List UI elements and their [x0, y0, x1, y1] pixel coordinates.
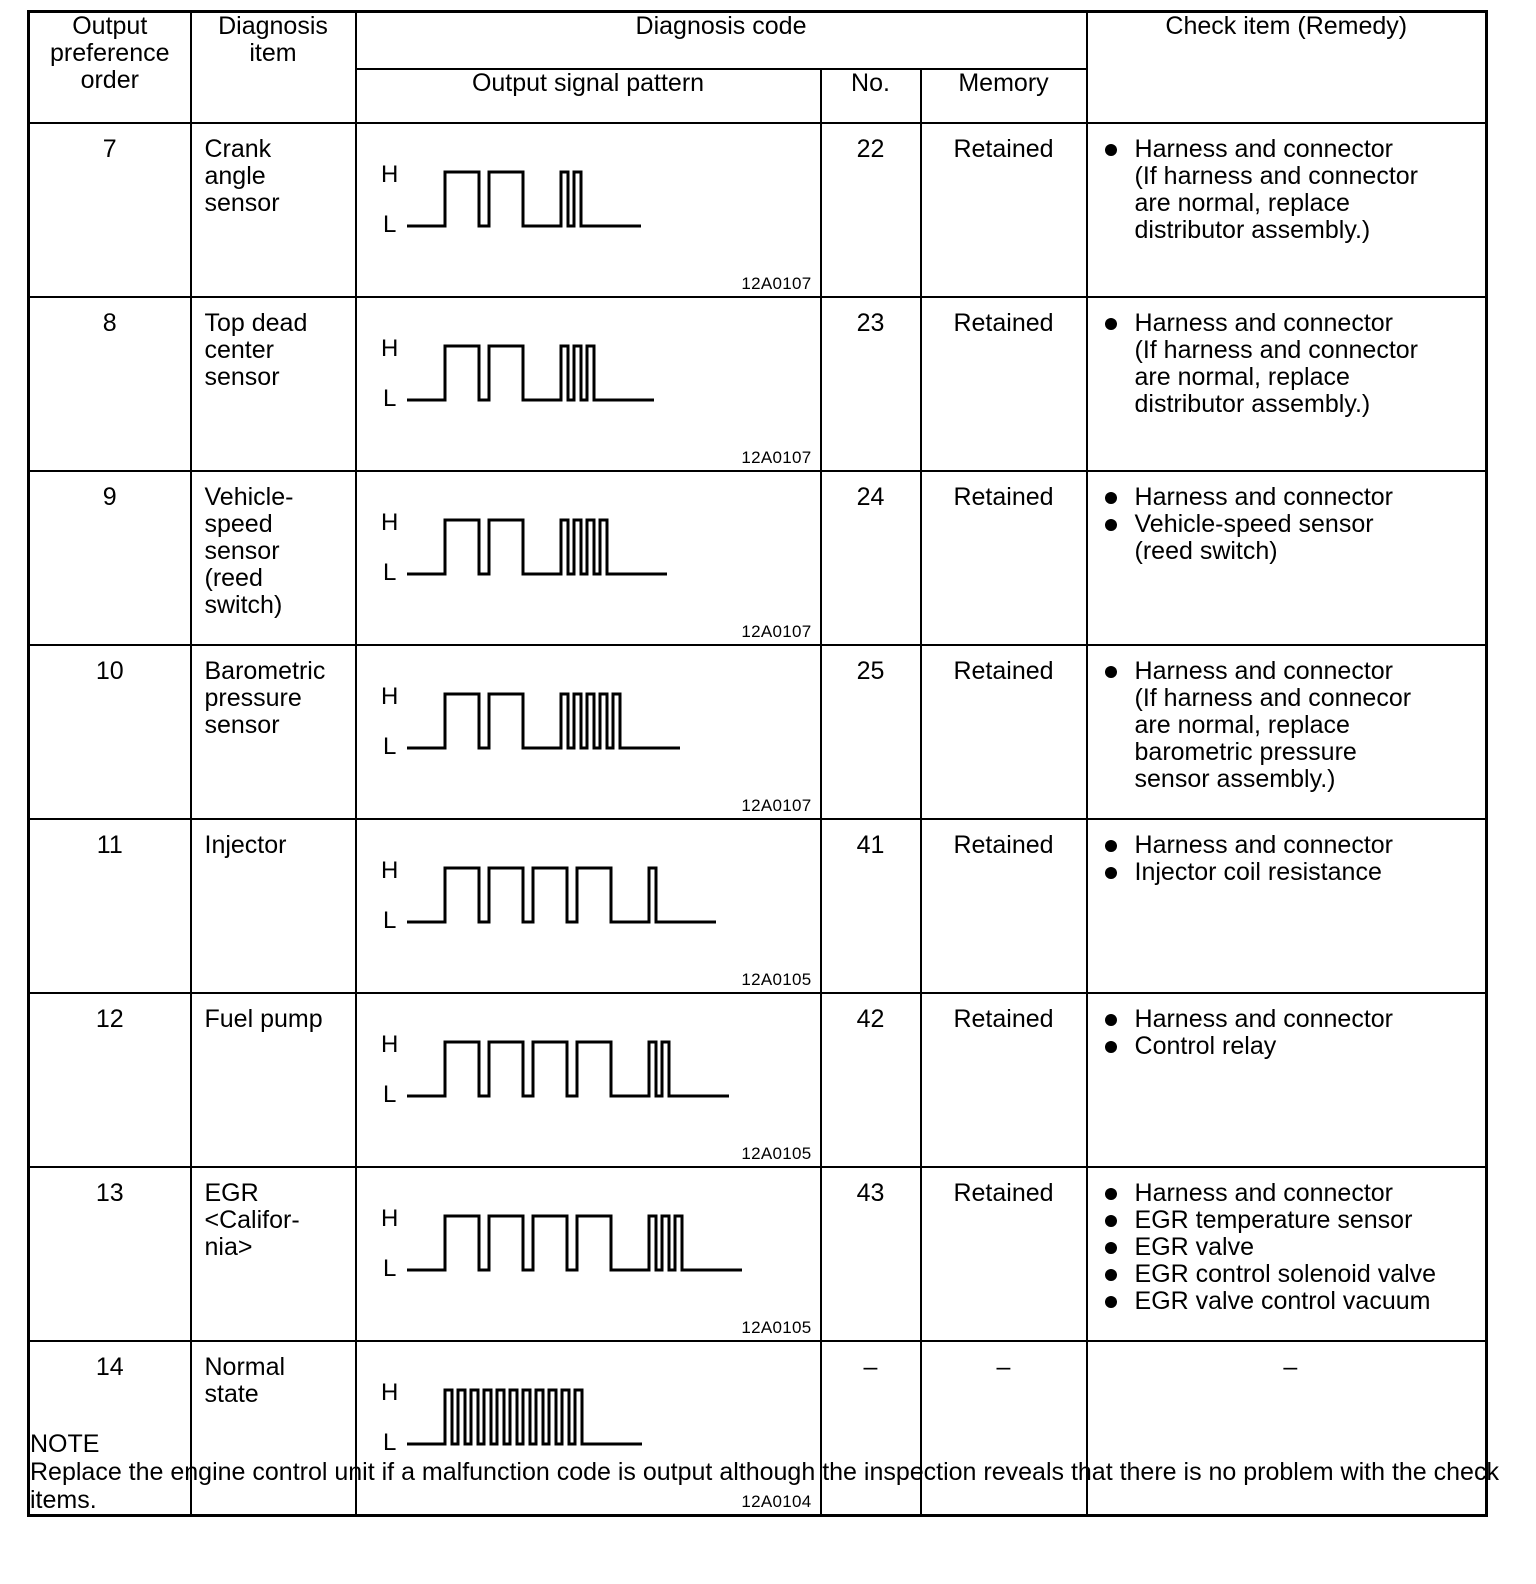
diagnosis-item-line: <Califor- — [204, 1206, 300, 1234]
check-item-line: are normal, replace — [1134, 711, 1350, 739]
check-item-line: – — [1283, 1353, 1298, 1381]
diagnosis-item-line: Injector — [204, 831, 287, 859]
figure-code: 12A0107 — [741, 796, 812, 815]
diagnosis-item-line: center — [204, 336, 274, 364]
figure-code: 12A0105 — [741, 1144, 812, 1163]
check-item-line: are normal, replace — [1134, 363, 1350, 391]
header-diagnosis-item: Diagnosis item — [191, 12, 356, 124]
signal-waveform-figure — [379, 326, 789, 416]
table-row — [29, 1167, 1487, 1341]
cell-output-signal-pattern — [356, 123, 821, 297]
signal-high-label: H — [380, 1205, 398, 1232]
check-item — [1102, 1354, 1480, 1381]
table-row — [29, 471, 1487, 645]
signal-low-label: L — [382, 211, 396, 238]
check-item-list — [1102, 1006, 1480, 1060]
cell-order: 14 — [29, 1341, 191, 1516]
table-body — [29, 123, 1487, 1516]
diagnosis-item-line: (reed — [204, 564, 263, 592]
signal-low-label: L — [382, 1081, 396, 1108]
cell-diagnosis-item — [191, 123, 356, 297]
check-item-list — [1102, 136, 1480, 244]
diagnosis-item-line: sensor — [204, 363, 280, 391]
check-item — [1102, 832, 1480, 859]
signal-waveform-figure — [379, 1022, 789, 1112]
diagnosis-item-line: state — [204, 1380, 259, 1408]
cell-check-item — [1087, 645, 1487, 819]
diagnosis-item-line: Fuel pump — [204, 1005, 323, 1033]
signal-high-label: H — [380, 857, 398, 884]
check-item-list — [1102, 1180, 1480, 1315]
cell-memory: Retained — [921, 645, 1087, 819]
signal-low-label: L — [382, 1429, 396, 1456]
signal-waveform-figure — [379, 674, 789, 764]
cell-diagnosis-item — [191, 645, 356, 819]
check-item-line: Control relay — [1134, 1032, 1277, 1060]
diagnosis-item-line: sensor — [204, 711, 280, 739]
check-item-line: EGR temperature sensor — [1134, 1206, 1413, 1234]
cell-code-number: 24 — [821, 471, 921, 645]
check-item-line: distributor assembly.) — [1134, 390, 1371, 418]
check-item — [1102, 310, 1480, 418]
signal-waveform-figure — [379, 848, 789, 938]
check-item — [1102, 1033, 1480, 1060]
cell-output-signal-pattern — [356, 297, 821, 471]
check-item — [1102, 136, 1480, 244]
figure-code: 12A0107 — [741, 274, 812, 293]
figure-code: 12A0107 — [741, 622, 812, 641]
check-item-list — [1102, 832, 1480, 886]
header-diagnosis-code: Diagnosis code — [356, 12, 1087, 70]
diagnosis-item-line: nia> — [204, 1233, 253, 1261]
cell-order: 10 — [29, 645, 191, 819]
table-row — [29, 123, 1487, 297]
cell-memory: Retained — [921, 471, 1087, 645]
check-item-list — [1102, 1354, 1480, 1381]
cell-output-signal-pattern — [356, 819, 821, 993]
check-item — [1102, 1006, 1480, 1033]
check-item-list — [1102, 310, 1480, 418]
figure-code: 12A0107 — [741, 448, 812, 467]
check-item — [1102, 1261, 1480, 1288]
cell-memory: Retained — [921, 297, 1087, 471]
cell-code-number: 23 — [821, 297, 921, 471]
check-item-line: EGR control solenoid valve — [1134, 1260, 1437, 1288]
signal-high-label: H — [380, 335, 398, 362]
check-item — [1102, 1288, 1480, 1315]
check-item-line: barometric pressure — [1134, 738, 1357, 766]
diagnosis-item-line: Vehicle- — [204, 483, 294, 511]
cell-check-item — [1087, 123, 1487, 297]
signal-low-label: L — [382, 1255, 396, 1282]
note-title: NOTE — [30, 1430, 100, 1458]
check-item — [1102, 1207, 1480, 1234]
cell-code-number: 22 — [821, 123, 921, 297]
cell-output-signal-pattern — [356, 471, 821, 645]
cell-diagnosis-item — [191, 993, 356, 1167]
cell-output-signal-pattern — [356, 645, 821, 819]
diagnosis-item-line: Normal — [204, 1353, 286, 1381]
signal-waveform-line — [407, 520, 667, 574]
table-row — [29, 819, 1487, 993]
cell-order: 11 — [29, 819, 191, 993]
signal-high-label: H — [380, 1379, 398, 1406]
check-item-line: Harness and connector — [1134, 483, 1393, 511]
signal-waveform-figure — [379, 500, 789, 590]
signal-waveform-line — [407, 346, 654, 400]
check-item — [1102, 484, 1480, 511]
check-item — [1102, 658, 1480, 793]
signal-low-label: L — [382, 907, 396, 934]
check-item-line: Harness and connector — [1134, 1179, 1393, 1207]
check-item — [1102, 859, 1480, 886]
header-no: No. — [821, 69, 921, 123]
diagnosis-code-table — [27, 10, 1488, 1517]
check-item-line: Harness and connector — [1134, 1005, 1393, 1033]
check-item-line: (reed switch) — [1134, 537, 1278, 565]
header-check-item: Check item (Remedy) — [1087, 12, 1487, 124]
header-memory: Memory — [921, 69, 1087, 123]
cell-order: 8 — [29, 297, 191, 471]
diagnosis-item-line: pressure — [204, 684, 302, 712]
check-item-line: EGR valve control vacuum — [1134, 1287, 1431, 1315]
cell-code-number: 25 — [821, 645, 921, 819]
signal-waveform-figure — [379, 152, 789, 242]
check-item-line: Vehicle-speed sensor — [1134, 510, 1374, 538]
cell-output-signal-pattern — [356, 993, 821, 1167]
check-item-line: EGR valve — [1134, 1233, 1254, 1261]
check-item-line: Harness and connector — [1134, 309, 1393, 337]
signal-waveform-line — [407, 172, 641, 226]
diagnosis-item-line: switch) — [204, 591, 283, 619]
cell-check-item — [1087, 1167, 1487, 1341]
diagnosis-item-line: EGR — [204, 1179, 259, 1207]
check-item-list — [1102, 484, 1480, 565]
figure-code: 12A0105 — [741, 1318, 812, 1337]
cell-memory: Retained — [921, 819, 1087, 993]
signal-high-label: H — [380, 509, 398, 536]
diagnosis-item-line: angle — [204, 162, 266, 190]
check-item-line: are normal, replace — [1134, 189, 1350, 217]
signal-high-label: H — [380, 683, 398, 710]
table-row — [29, 297, 1487, 471]
check-item-line: (If harness and connector — [1134, 336, 1419, 364]
signal-waveform-line — [407, 1042, 729, 1096]
signal-waveform-line — [407, 1216, 742, 1270]
cell-check-item — [1087, 471, 1487, 645]
diagnosis-item-line: Barometric — [204, 657, 326, 685]
figure-code: 12A0105 — [741, 970, 812, 989]
header-output-signal-pattern: Output signal pattern — [356, 69, 821, 123]
cell-code-number: 43 — [821, 1167, 921, 1341]
check-item-line: Harness and connector — [1134, 657, 1393, 685]
check-item-line: (If harness and connector — [1134, 162, 1419, 190]
note — [30, 1430, 1500, 1514]
cell-order: 13 — [29, 1167, 191, 1341]
signal-waveform-line — [407, 694, 680, 748]
signal-waveform-line — [407, 868, 716, 922]
cell-code-number: – — [821, 1341, 921, 1516]
note-text: Replace the engine control unit if a malfunction code is output although the inspection reveals that there is no problem with the check items. — [30, 1458, 1499, 1514]
cell-code-number: 42 — [821, 993, 921, 1167]
check-item-line: (If harness and connecor — [1134, 684, 1412, 712]
check-item — [1102, 1180, 1480, 1207]
signal-high-label: H — [380, 161, 398, 188]
cell-memory: Retained — [921, 1167, 1087, 1341]
cell-memory: Retained — [921, 993, 1087, 1167]
cell-check-item — [1087, 297, 1487, 471]
cell-diagnosis-item — [191, 819, 356, 993]
diagnosis-item-line: speed — [204, 510, 273, 538]
diagnosis-item-line: sensor — [204, 537, 280, 565]
signal-low-label: L — [382, 559, 396, 586]
header-output-preference-order: Output preference order — [29, 12, 191, 124]
table-row — [29, 993, 1487, 1167]
signal-high-label: H — [380, 1031, 398, 1058]
cell-check-item — [1087, 993, 1487, 1167]
signal-low-label: L — [382, 385, 396, 412]
check-item — [1102, 511, 1480, 565]
check-item-line: Harness and connector — [1134, 135, 1393, 163]
check-item-line: Harness and connector — [1134, 831, 1393, 859]
check-item-line: distributor assembly.) — [1134, 216, 1371, 244]
check-item-line: sensor assembly.) — [1134, 765, 1336, 793]
cell-order: 9 — [29, 471, 191, 645]
cell-order: 12 — [29, 993, 191, 1167]
diagnosis-item-line: Crank — [204, 135, 272, 163]
cell-memory: Retained — [921, 123, 1087, 297]
table-row — [29, 645, 1487, 819]
diagnosis-item-line: sensor — [204, 189, 280, 217]
cell-diagnosis-item — [191, 471, 356, 645]
cell-diagnosis-item — [191, 297, 356, 471]
figure-code: 12A0104 — [741, 1492, 812, 1511]
cell-order: 7 — [29, 123, 191, 297]
diagnosis-item-line: Top dead — [204, 309, 308, 337]
cell-output-signal-pattern — [356, 1167, 821, 1341]
cell-check-item — [1087, 819, 1487, 993]
cell-memory: – — [921, 1341, 1087, 1516]
check-item-line: Injector coil resistance — [1134, 858, 1382, 886]
check-item-list — [1102, 658, 1480, 793]
check-item — [1102, 1234, 1480, 1261]
cell-code-number: 41 — [821, 819, 921, 993]
cell-diagnosis-item — [191, 1167, 356, 1341]
signal-low-label: L — [382, 733, 396, 760]
signal-waveform-figure — [379, 1196, 789, 1286]
